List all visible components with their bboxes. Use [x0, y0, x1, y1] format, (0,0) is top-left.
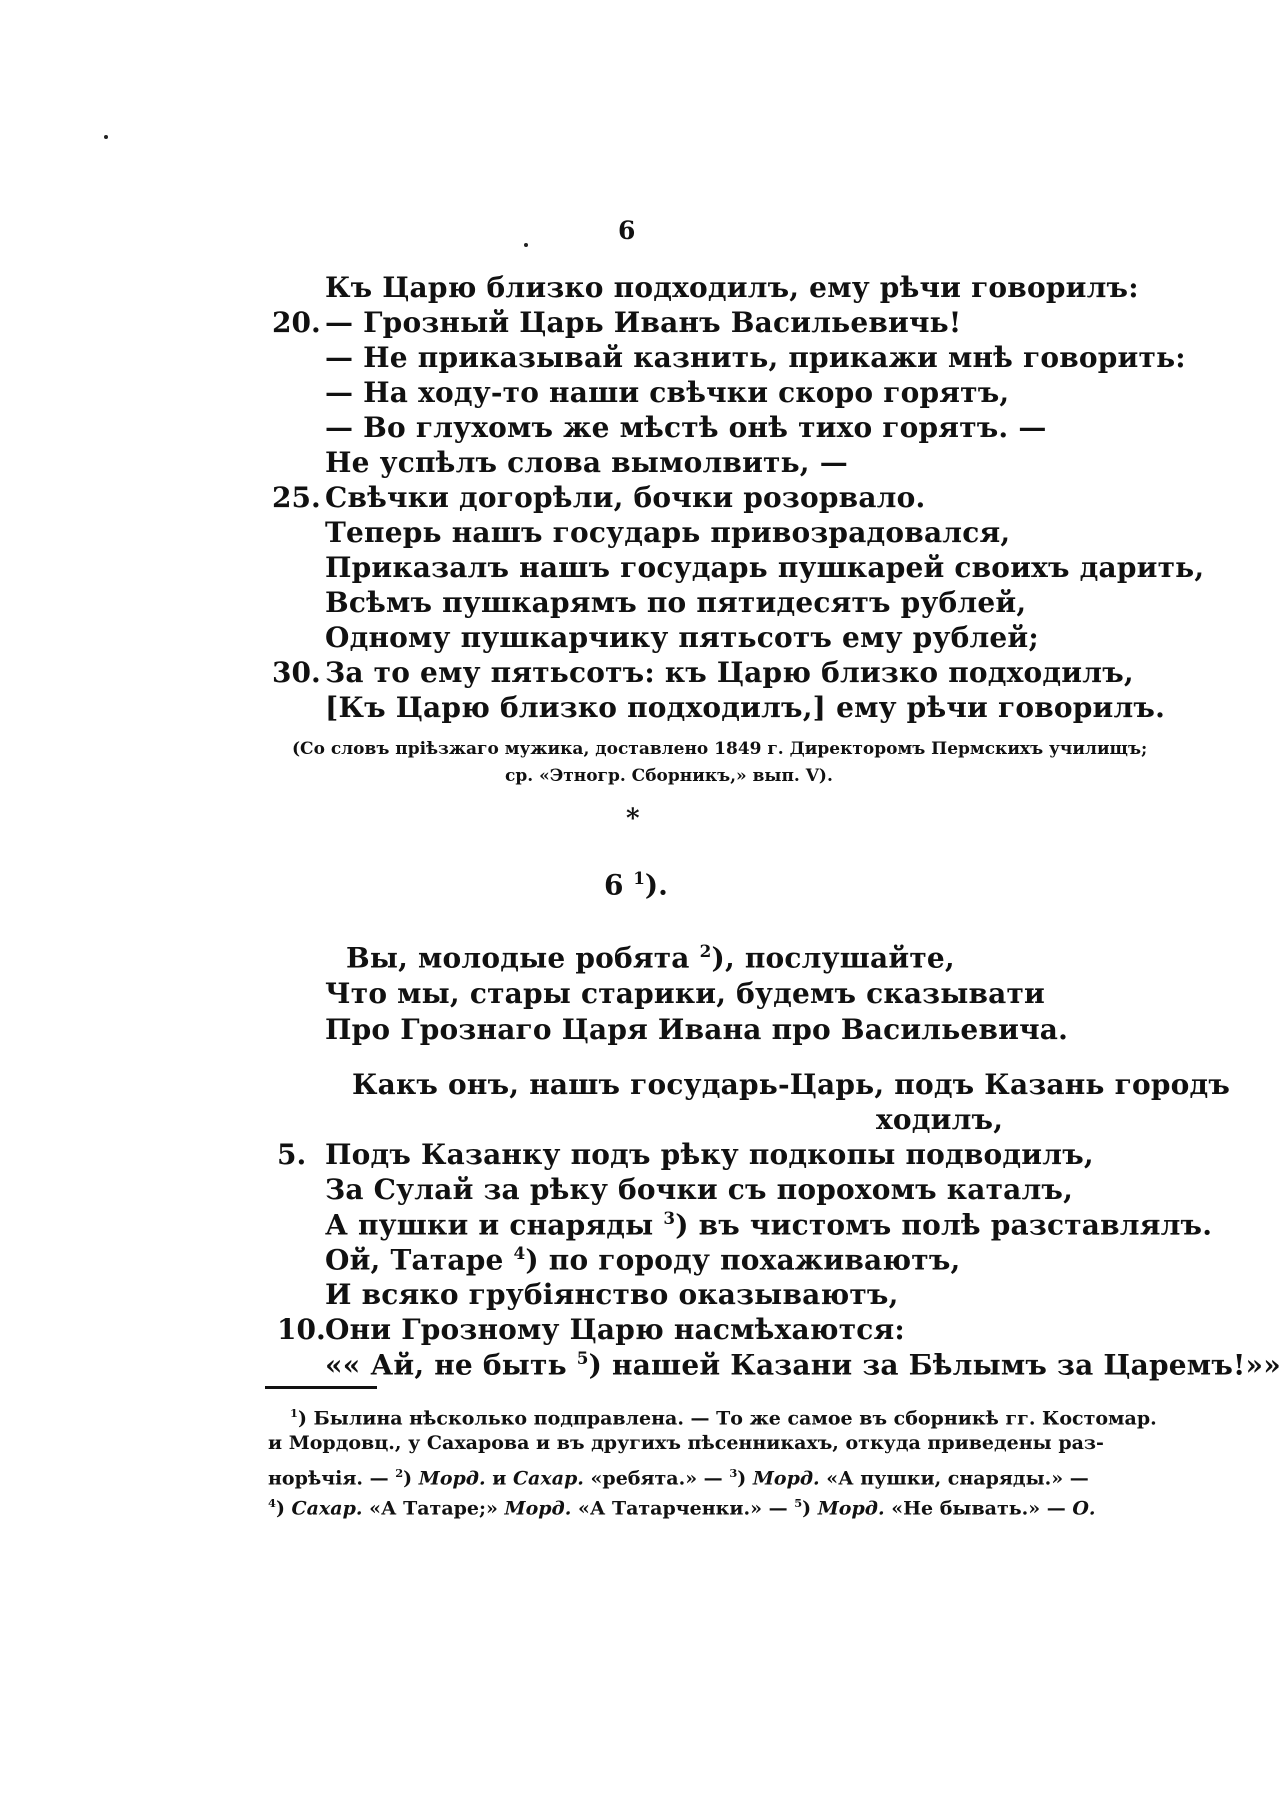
line-number: 10. [277, 1313, 326, 1346]
footnote-5-mark: 5 [794, 1496, 803, 1510]
poem-line: Не успѣлъ слова вымолвить, — [325, 446, 848, 479]
poem-line: Ой, Татаре $^4$) по городу похаживаютъ, [325, 1243, 961, 1277]
poem-line: За то ему пятьсотъ: къ Царю близко подходилъ, [325, 656, 1134, 689]
poem-line: Вы, молодые робята $^2$), послушайте, [346, 941, 955, 975]
poem-line: «« Ай, не быть $^5$) нашей Казани за Бѣлымъ за Царемъ!»» [325, 1348, 1281, 1382]
footnote-mark: 1 [633, 868, 645, 888]
line-number: 20. [272, 306, 321, 339]
footnote-1: $^1$) Былина нѣсколько подправлена. — То же самое въ сборникѣ гг. Костомар. [290, 1406, 1157, 1430]
poem-line: И всяко грубіянство оказываютъ, [325, 1278, 899, 1311]
poem-line: Подъ Казанку подъ рѣку подкопы подводилъ, [325, 1138, 1094, 1171]
poem-line: За Сулай за рѣку бочки съ порохомъ каталъ, [325, 1173, 1074, 1206]
line-number: 30. [272, 656, 321, 689]
footnote-rule [265, 1386, 377, 1389]
poem-line: Свѣчки догорѣли, бочки розорвало. [325, 481, 926, 514]
poem-line: — Не приказывай казнить, прикажи мнѣ говорить: [325, 341, 1186, 374]
poem-line: Теперь нашъ государь привозрадовался, [325, 516, 1011, 549]
footnote-4-mark: 4 [268, 1496, 276, 1510]
section-separator: * [626, 804, 640, 834]
poem-line: Про Грознаго Царя Ивана про Васильевича. [325, 1013, 1069, 1046]
source-note: ср. «Этногр. Сборникъ,» вып. V). [505, 766, 833, 786]
poem-line: А пушки и снаряды $^3$) въ чистомъ полѣ разставлялъ. [325, 1208, 1213, 1242]
poem-line: Какъ онъ, нашъ государь-Царь, подъ Казань городъ [352, 1068, 1231, 1101]
poem-line-continuation: ходилъ, [876, 1103, 1004, 1136]
section-title [604, 868, 668, 901]
page-number: 6 [618, 216, 636, 245]
source-note: (Со словъ пріѣзжаго мужика, доставлено 1849 г. Директоромъ Пермскихъ училищъ; [292, 739, 1148, 759]
footnote-2-mark: 2 [395, 1466, 404, 1480]
footnote-1-cont: и Мордовц., у Сахарова и въ другихъ пѣсенникахъ, откуда приведены раз- [268, 1432, 1104, 1454]
poem-line: — Грозный Царь Иванъ Васильевичь! [325, 306, 962, 339]
poem-line: Они Грозному Царю насмѣхаются: [325, 1313, 905, 1346]
footnote-line: норѣчія. — $^2$) Морд. и Сахар. «ребята.» — $^3$) Морд. «А пушки, снаряды.» — [268, 1466, 1089, 1490]
footnote-mark: 5 [576, 1348, 589, 1368]
poem-line: — Во глухомъ же мѣстѣ онѣ тихо горятъ. — [325, 411, 1047, 444]
editor-signature: О. [1072, 1497, 1096, 1520]
poem-line: Всѣмъ пушкарямъ по пятидесятъ рублей, [325, 586, 1027, 619]
section-number: 6 [604, 868, 624, 902]
print-speck [524, 243, 528, 247]
footnote-mark: 3 [663, 1208, 676, 1228]
poem-line: Къ Царю близко подходилъ, ему рѣчи говорилъ: [325, 271, 1139, 304]
print-speck [104, 135, 108, 139]
poem-line: Одному пушкарчику пятьсотъ ему рублей; [325, 621, 1039, 654]
poem-line: [Къ Царю близко подходилъ,] ему рѣчи говорилъ. [325, 691, 1166, 724]
line-number: 5. [277, 1138, 307, 1171]
poem-line: Приказалъ нашъ государь пушкарей своихъ дарить, [325, 551, 1205, 584]
poem-line: — На ходу-то наши свѣчки скоро горятъ, [325, 376, 1010, 409]
footnote-mark: 4 [513, 1243, 526, 1263]
footnote-3-mark: 3 [729, 1466, 738, 1480]
footnote-mark: 2 [699, 941, 712, 961]
poem-line: Что мы, стары старики, будемъ сказывати [325, 977, 1046, 1010]
section-title-close: ). [644, 868, 668, 902]
footnote-line: $^4$) Сахар. «А Татаре;» Морд. «А Татарченки.» — $^5$) Морд. «Не бывать.» — О. [268, 1496, 1096, 1520]
line-number: 25. [272, 481, 321, 514]
